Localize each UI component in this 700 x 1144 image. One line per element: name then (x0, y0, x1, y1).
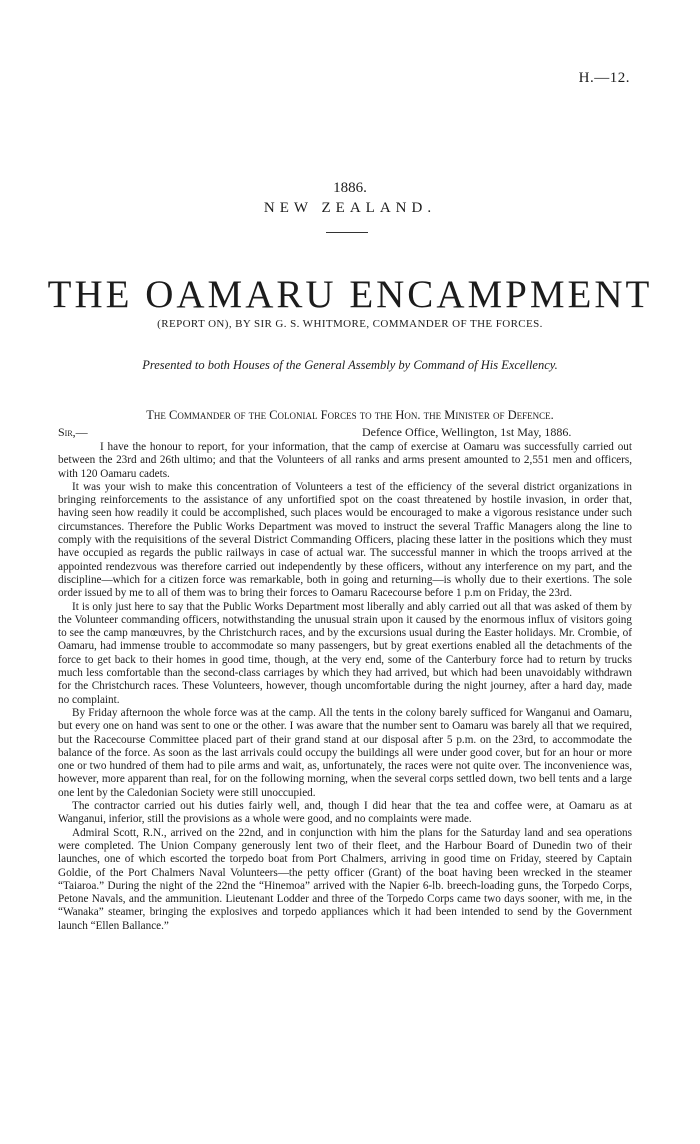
paragraph: Admiral Scott, R.N., arrived on the 22nd, and in conjunction with him the plans for the Saturday land and sea operations were completed. The Union Company generously lent two of their fleet, and the Harbour Board of Dunedin two of their launches, one of which escorted the torpedo boat from Port Chalmers, arriving in good time on Friday, steered by Captain Goldie, of the Port Chalmers Naval Volunteers—the petty officer (Grant) of the boat having been wrecked in the steamer “Taiaroa.” During the night of the 22nd the “Hinemoa” arrived with the Napier 6-lb. breech-loading guns, the Torpedo Corps, Petone Navals, and the ammunition. Lieutenant Lodder and three of the Torpedo Corps came two days sooner, with me, in the “Wanaka” steamer, bringing the explosives and torpedo appliances which it had been intended to send by the Government launch “Ellen Ballance.” (58, 826, 632, 932)
document-title: THE OAMARU ENCAMPMENT (47, 273, 653, 316)
paragraph: The contractor carried out his duties fairly well, and, though I did hear that the tea and coffee were, at Oamaru as at Wanganui, inferior, still the provisions as a whole were good, and no complaints were made. (58, 800, 632, 826)
letter-body (58, 441, 632, 933)
presented-note: Presented to both Houses of the General Assembly by Command of His Excellency. (142, 358, 558, 372)
letter-salutation: Sir,— (58, 425, 88, 439)
document-reference: H.—12. (578, 70, 630, 86)
letter-address-line: The Commander of the Colonial Forces to the Hon. the Minister of Defence. (146, 408, 554, 422)
document-subtitle: (REPORT ON), BY SIR G. S. WHITMORE, COMMANDER OF THE FORCES. (157, 318, 543, 330)
letter-dateline: Defence Office, Wellington, 1st May, 1886. (362, 425, 572, 439)
country-heading: NEW ZEALAND. (263, 200, 437, 216)
paragraph: It was your wish to make this concentration of Volunteers a test of the efficiency of the several district organizations in bringing reinforcements to the assistance of any unfortified spot on the coast threatened by hostile invasion, in order that, having seen how readily it could be accomplished, such places would be encouraged to make a vigorous resistance under such circumstances. Therefore the Public Works Department was moved to instruct the several Traffic Managers along the line to comply with the requisitions of the several District Commanding Officers, placing these latter in the positions which they must have occupied as regards the public railways in case of actual war. The successful manner in which the troops arrived at the appointed rendezvous was therefore carried out independently by these officers, without any interference on my part, and the discipline—which for a citizen force was remarkable, both in going and returning—is wholly due to their exertions. The sole order issued by me to all of them was to bring their forces to Oamaru Racecourse before 1 p.m on Friday, the 23rd. (58, 480, 632, 600)
paragraph: I have the honour to report, for your information, that the camp of exercise at Oamaru was successfully carried out between the 23rd and 26th ultimo; and that the Volunteers of all ranks and arms present amounted to 2,551 men and officers, with 120 Oamaru cadets. (58, 441, 632, 480)
paragraph: It is only just here to say that the Public Works Department most liberally and ably carried out all that was asked of them by the Volunteer commanding officers, notwithstanding the unusual strain upon it caused by the enormous influx of visitors going to see the camp manœuvres, by the Christchurch races, and by the excursions usual during the Easter holidays. Mr. Crombie, of Oamaru, had immense trouble to accommodate so many passengers, but by great exertions enabled all the detachments of the force to get back to their homes in good time, though, at the very end, some of the Canterbury force had to return by trucks much less comfortable than the second-class carriages by which they had arrived, but which had been unavoidably withdrawn for the Christchurch races. These Volunteers, however, though uncomfortable during the night journey, after a hard day, made no complaint. (58, 600, 632, 706)
header-divider (326, 232, 368, 233)
paragraph: By Friday afternoon the whole force was at the camp. All the tents in the colony barely sufficed for Wanganui and Oamaru, but every one on hand was sent to one or the other. I was aware that the number sent to Oamaru was barely all that we required, but the Racecourse Committee placed part of their grand stand at our disposal after 5 p.m. on the 23rd, to accommodate the balance of the force. As soon as the last arrivals could occupy the buildings all were under good cover, but for an hour or more one or two hundred of them had to pile arms and wait, as, unfortunately, the races were not quite over. The inconvenience was, however, more apparent than real, for on the following morning, when the several corps settled down, two bell tents and a large one lent by the Caledonian Society were still unoccupied. (58, 706, 632, 799)
document-year: 1886. (333, 180, 367, 196)
